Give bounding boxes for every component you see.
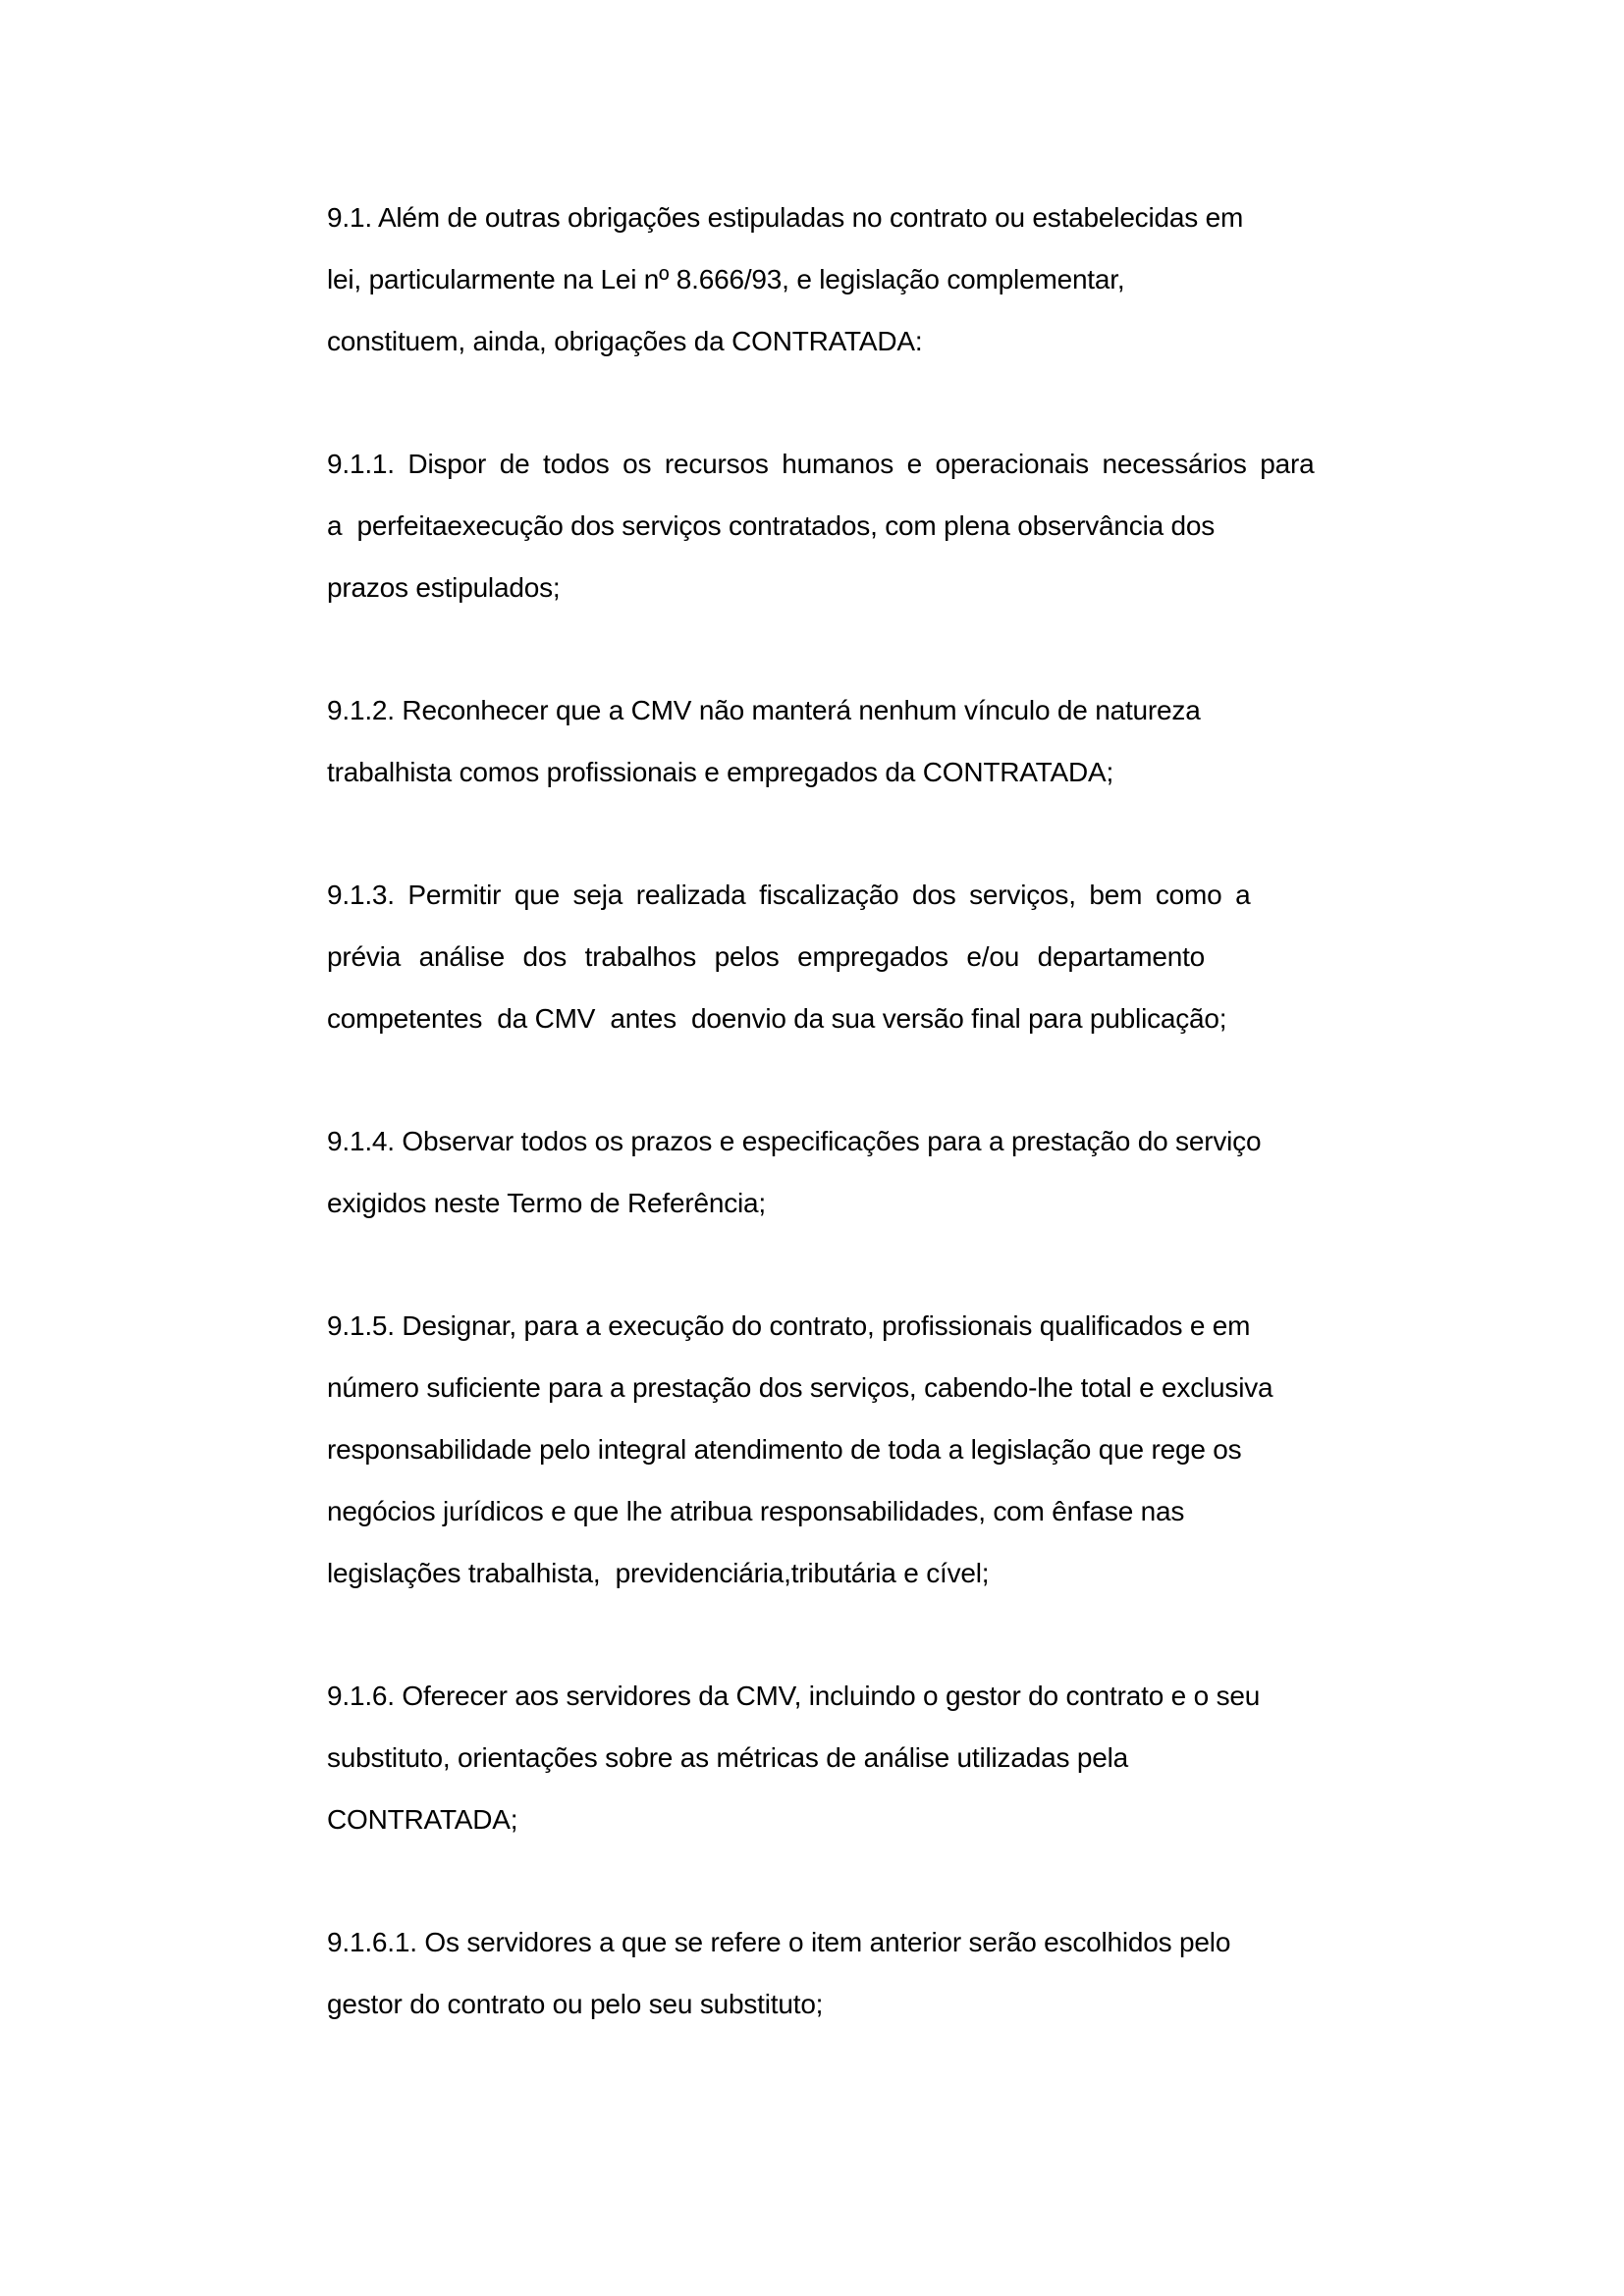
text-line: 9.1.5. Designar, para a execução do contrato, profissionais qualificados e em (327, 1310, 1251, 1341)
paragraph-9-1-3 (327, 864, 1375, 1049)
text-line: 9.1.6. Oferecer aos servidores da CMV, incluindo o gestor do contrato e o seu (327, 1681, 1261, 1711)
text-line: 9.1.3. Permitir que seja realizada fiscalização dos serviços, bem como a (327, 880, 1251, 910)
text-line: prazos estipulados; (327, 572, 561, 603)
text-line: a perfeitaexecução dos serviços contratados, com plena observância dos (327, 510, 1216, 541)
text-line: constituem, ainda, obrigações da CONTRATADA: (327, 326, 923, 356)
text-line: negócios jurídicos e que lhe atribua responsabilidades, com ênfase nas (327, 1496, 1185, 1526)
paragraph-9-1-6 (327, 1665, 1375, 1850)
text-line: legislações trabalhista, previdenciária,tributária e cível; (327, 1558, 990, 1588)
paragraph-9-1 (327, 187, 1375, 372)
text-line: CONTRATADA; (327, 1804, 518, 1835)
paragraph-9-1-5 (327, 1295, 1375, 1604)
text-line: 9.1.4. Observar todos os prazos e especificações para a prestação do serviço (327, 1126, 1262, 1156)
text-line: competentes da CMV antes doenvio da sua versão final para publicação; (327, 1003, 1227, 1034)
document-content (327, 187, 1375, 2096)
text-line: lei, particularmente na Lei nº 8.666/93, e legislação complementar, (327, 264, 1125, 294)
text-line: número suficiente para a prestação dos serviços, cabendo-lhe total e exclusiva (327, 1372, 1273, 1403)
paragraph-9-1-6-1 (327, 1911, 1375, 2035)
text-line: substituto, orientações sobre as métricas de análise utilizadas pela (327, 1742, 1128, 1773)
text-line: 9.1.1. Dispor de todos os recursos humanos e operacionais necessários para (327, 449, 1315, 479)
text-line: prévia análise dos trabalhos pelos empregados e/ou departamento (327, 941, 1206, 972)
text-line: gestor do contrato ou pelo seu substituto; (327, 1989, 824, 2019)
paragraph-9-1-1 (327, 433, 1375, 618)
text-line: 9.1.2. Reconhecer que a CMV não manterá nenhum vínculo de natureza (327, 695, 1201, 725)
text-line: trabalhista comos profissionais e empregados da CONTRATADA; (327, 757, 1114, 787)
text-line: 9.1.6.1. Os servidores a que se refere o item anterior serão escolhidos pelo (327, 1927, 1231, 1957)
text-line: 9.1. Além de outras obrigações estipuladas no contrato ou estabelecidas em (327, 202, 1244, 233)
text-line: exigidos neste Termo de Referência; (327, 1188, 766, 1218)
text-line: responsabilidade pelo integral atendimento de toda a legislação que rege os (327, 1434, 1242, 1465)
paragraph-9-1-4 (327, 1110, 1375, 1234)
paragraph-9-1-2 (327, 679, 1375, 803)
